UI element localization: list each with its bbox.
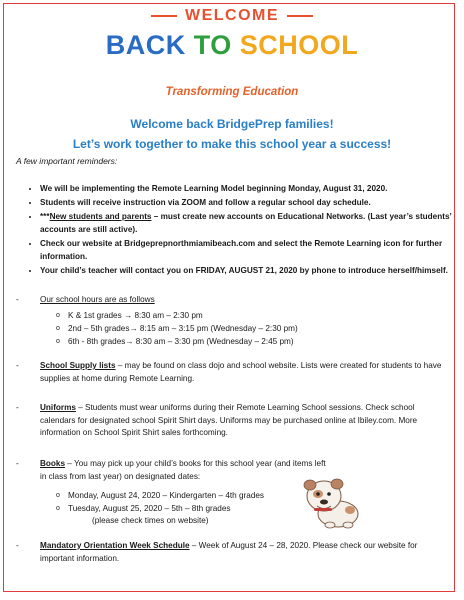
headline-line-2: Let’s work together to make this school year a success!	[72, 137, 392, 151]
books-title: Books	[40, 459, 66, 468]
banner-divider-left	[151, 15, 177, 17]
reminders-intro: A few important reminders:	[16, 156, 118, 166]
uniforms-section: - Uniforms – Students must wear uniforms during their Remote Learning School sessions. Check school calendars for designated school Spirit Shirt days. Uniforms may be purchased online at Ibiley.com. More information on School Spirit Shirt sales forthcoming.	[16, 403, 418, 437]
back-to-school-title	[0, 28, 464, 62]
list-item	[40, 210, 460, 236]
books-section: - Books – You may pick up your child’s books for this school year (and items left in class from last year) on designated dates: o Monday, August 24, 2020 – Kindergarten – 4th grades o Tuesday, August 25, 2020 – 5th – 8th grades (please check times on website)	[16, 458, 446, 528]
books-dates	[56, 489, 446, 515]
reminder-list	[22, 182, 460, 278]
hours-list	[56, 309, 446, 348]
back-word: BACK	[105, 30, 186, 60]
new-students-label: New students and parents	[49, 212, 152, 221]
list-item: • Students will receive instruction via ZOOM and follow a regular school day schedule.	[40, 196, 460, 209]
asterisks: ***	[40, 212, 50, 221]
school-hours-title: Our school hours are as follows	[40, 295, 155, 304]
headline-line-1: Welcome back BridgePrep families!	[130, 117, 334, 131]
new-students-text: – must create new accounts on Educational Networks. (Last year’s students’ accounts are still active).	[40, 212, 452, 234]
uniforms-title: Uniforms	[40, 403, 76, 412]
list-item: o 2nd – 5th grades→ 8:15 am – 3:15 pm (Wednesday – 2:30 pm)	[56, 322, 446, 335]
supply-section: - School Supply lists – may be found on class dojo and school website. Lists were created for students to have supplies at home during Remote Learning.	[16, 361, 442, 383]
uniforms-text: – Students must wear uniforms during their Remote Learning School sessions. Check school calendars for designated school Spirit Shirt days. Uniforms may be purchased online at Ibiley.com. More information on School Spirit Shirt sales forthcoming.	[40, 403, 418, 437]
supply-text: – may be found on class dojo and school website. Lists were created for students to have supplies at home during Remote Learning.	[40, 361, 442, 383]
list-item: • Your child’s teacher will contact you on FRIDAY, AUGUST 21, 2020 by phone to introduce herself/himself.	[40, 264, 460, 277]
to-word: TO	[193, 30, 232, 60]
headline	[0, 114, 464, 154]
orientation-title: Mandatory Orientation Week Schedule	[40, 541, 190, 550]
banner-divider-right	[287, 15, 313, 17]
school-word: SCHOOL	[239, 30, 359, 60]
supply-title: School Supply lists	[40, 361, 116, 370]
orientation-section: - Mandatory Orientation Week Schedule – Week of August 24 – 28, 2020. Please check our website for important information.	[16, 541, 418, 563]
books-text: – You may pick up your child’s books for this school year (and items left in class from last year) on designated dates:	[40, 459, 326, 481]
orientation-text: – Week of August 24 – 28, 2020. Please check our website for important information.	[40, 541, 418, 563]
books-note: (please check times on website)	[92, 516, 209, 525]
tagline: Transforming Education	[165, 86, 299, 98]
list-item: o 6th - 8th grades→ 8:30 am – 3:30 pm (Wednesday – 2:45 pm)	[56, 335, 446, 348]
list-item: • We will be implementing the Remote Learning Model beginning Monday, August 31, 2020.	[40, 182, 460, 195]
school-hours-section: - Our school hours are as follows o K & 1st grades → 8:30 am – 2:30 pm o 2nd – 5th grades→ 8:15 am – 3:15 pm (Wednesday – 2:30 pm) o 6th - 8th grades→ 8:30 am – 3:30 pm (Wednesday – 2:45 pm)	[16, 294, 446, 348]
bulldog-mascot-icon	[300, 470, 364, 530]
list-item: o K & 1st grades → 8:30 am – 2:30 pm	[56, 309, 446, 322]
list-item: • Check our website at Bridgeprepnorthmiamibeach.com and select the Remote Learning icon for further information.	[40, 237, 460, 263]
welcome-banner	[0, 7, 464, 27]
list-item: o Tuesday, August 25, 2020 – 5th – 8th grades	[56, 502, 446, 515]
list-item: o Monday, August 24, 2020 – Kindergarten – 4th grades	[56, 489, 446, 502]
welcome-title: WELCOME	[184, 7, 280, 24]
